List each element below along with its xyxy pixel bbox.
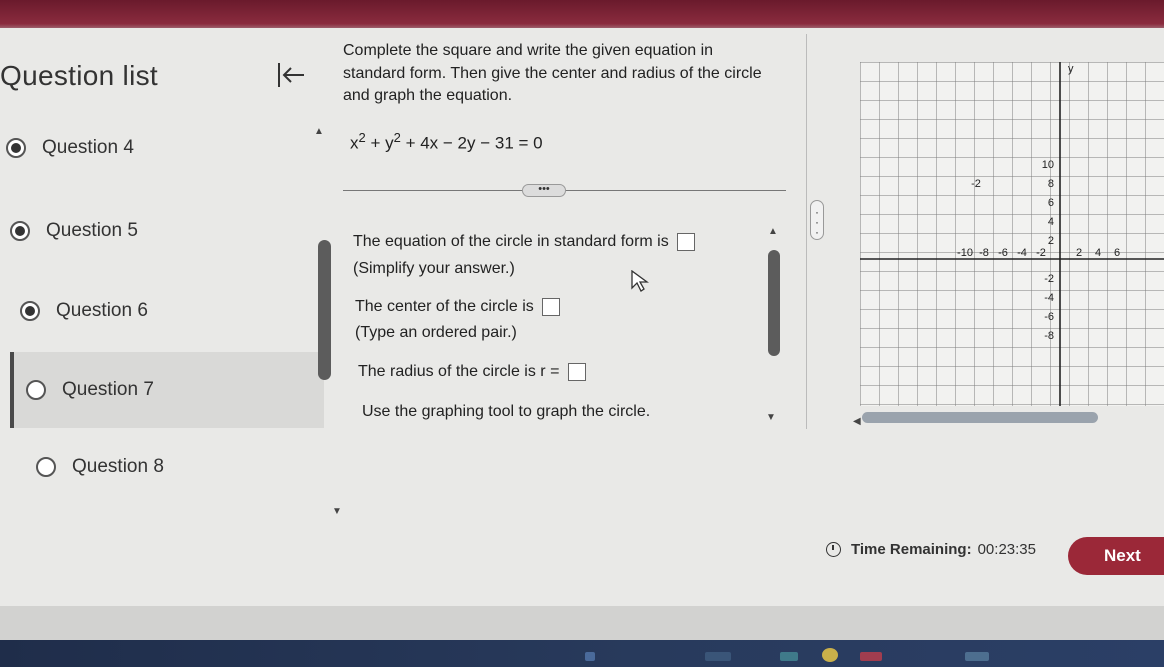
graph-instruction: Use the graphing tool to graph the circle. xyxy=(362,403,651,420)
scroll-up-caret-icon[interactable]: ▲ xyxy=(314,126,324,137)
x-tick-label: 2 xyxy=(1075,247,1083,259)
mouse-pointer-icon xyxy=(630,270,650,292)
content-scrollbar-right[interactable] xyxy=(768,250,780,356)
center-row xyxy=(355,298,560,316)
collapse-sidebar-button[interactable] xyxy=(274,58,308,92)
taskbar-app-icon[interactable] xyxy=(585,652,595,661)
y-tick-label: -2 xyxy=(1044,273,1054,285)
standard-form-hint: (Simplify your answer.) xyxy=(353,260,515,277)
answered-radio-icon xyxy=(20,301,40,321)
scroll-left-caret-icon[interactable]: ◀ xyxy=(853,416,861,427)
more-options-button[interactable]: ••• xyxy=(522,184,566,197)
y-tick-label: 8 xyxy=(1047,178,1054,190)
graph-horizontal-scrollbar[interactable] xyxy=(862,412,1098,423)
timer xyxy=(826,541,1036,558)
question-item-7[interactable] xyxy=(26,379,154,401)
next-button[interactable]: Next xyxy=(1068,537,1164,575)
x-tick-label: -10 xyxy=(957,247,973,259)
clock-icon xyxy=(826,542,841,557)
x-tick-label: 4 xyxy=(1094,247,1102,259)
y-tick-label: -4 xyxy=(1044,292,1054,304)
x-tick-label: 6 xyxy=(1113,247,1121,259)
standard-form-row xyxy=(353,233,695,251)
unanswered-radio-icon xyxy=(26,380,46,400)
question-item-8[interactable] xyxy=(36,456,164,478)
question-item-6[interactable] xyxy=(20,300,148,322)
y-tick-label: 10 xyxy=(1041,159,1054,171)
y-tick-label: -8 xyxy=(1044,330,1054,342)
center-input[interactable] xyxy=(542,298,560,316)
scroll-down-caret-icon[interactable]: ▼ xyxy=(332,506,342,517)
footer-strip xyxy=(0,606,1164,640)
y-tick-label: 4 xyxy=(1047,216,1054,228)
x-tick-label: -8 xyxy=(979,247,989,259)
question-list-title: Question list xyxy=(0,60,158,91)
os-taskbar xyxy=(0,640,1164,667)
taskbar-app-icon[interactable] xyxy=(965,652,989,661)
panel-resize-handle[interactable]: · · · xyxy=(810,200,824,240)
center-label: The center of the circle is xyxy=(355,298,534,316)
answered-radio-icon xyxy=(6,138,26,158)
equation-rest: + 4x − 2y − 31 = 0 xyxy=(400,133,543,153)
question-label: Question 7 xyxy=(62,379,154,400)
standard-form-label: The equation of the circle in standard form is xyxy=(353,233,669,251)
y-tick-label: -6 xyxy=(1044,311,1054,323)
collapse-left-icon xyxy=(276,61,306,89)
timer-label: Time Remaining: xyxy=(851,541,972,558)
equation-exponent: 2 xyxy=(358,130,366,145)
taskbar-app-icon[interactable] xyxy=(705,652,731,661)
scroll-down-caret-icon[interactable]: ▼ xyxy=(766,412,776,423)
panel-divider xyxy=(806,34,807,429)
equation-exponent: 2 xyxy=(393,130,401,145)
question-item-4[interactable] xyxy=(6,137,134,159)
question-label: Question 5 xyxy=(46,220,138,241)
taskbar-app-icon[interactable] xyxy=(780,652,798,661)
problem-prompt: Complete the square and write the given equation in standard form. Then give the center and radius of the circle and graph the equation. xyxy=(343,42,762,104)
point-label: -2 xyxy=(971,178,981,190)
answered-radio-icon xyxy=(10,221,30,241)
x-tick-label: -2 xyxy=(1036,247,1046,259)
center-hint: (Type an ordered pair.) xyxy=(355,324,517,341)
problem-equation xyxy=(350,130,543,154)
coordinate-graph[interactable] xyxy=(860,62,1164,406)
equation-x: x xyxy=(350,133,359,153)
taskbar-app-icon[interactable] xyxy=(822,648,838,662)
unanswered-radio-icon xyxy=(36,457,56,477)
scroll-up-caret-icon[interactable]: ▲ xyxy=(768,226,778,237)
y-axis-label: y xyxy=(1068,63,1074,75)
question-label: Question 8 xyxy=(72,456,164,477)
content-scrollbar-left[interactable] xyxy=(318,240,331,380)
standard-form-input[interactable] xyxy=(677,233,695,251)
radius-input[interactable] xyxy=(568,363,586,381)
x-tick-label: -6 xyxy=(998,247,1008,259)
question-label: Question 4 xyxy=(42,137,134,158)
radius-row xyxy=(358,363,586,381)
y-tick-label: 6 xyxy=(1047,197,1054,209)
equation-y: + y xyxy=(365,133,394,153)
question-label: Question 6 xyxy=(56,300,148,321)
taskbar-app-icon[interactable] xyxy=(860,652,882,661)
radius-label: The radius of the circle is r = xyxy=(358,363,560,381)
y-tick-label: 2 xyxy=(1047,235,1054,247)
timer-value: 00:23:35 xyxy=(977,541,1036,558)
question-item-5[interactable] xyxy=(10,220,138,242)
x-tick-label: -4 xyxy=(1017,247,1027,259)
